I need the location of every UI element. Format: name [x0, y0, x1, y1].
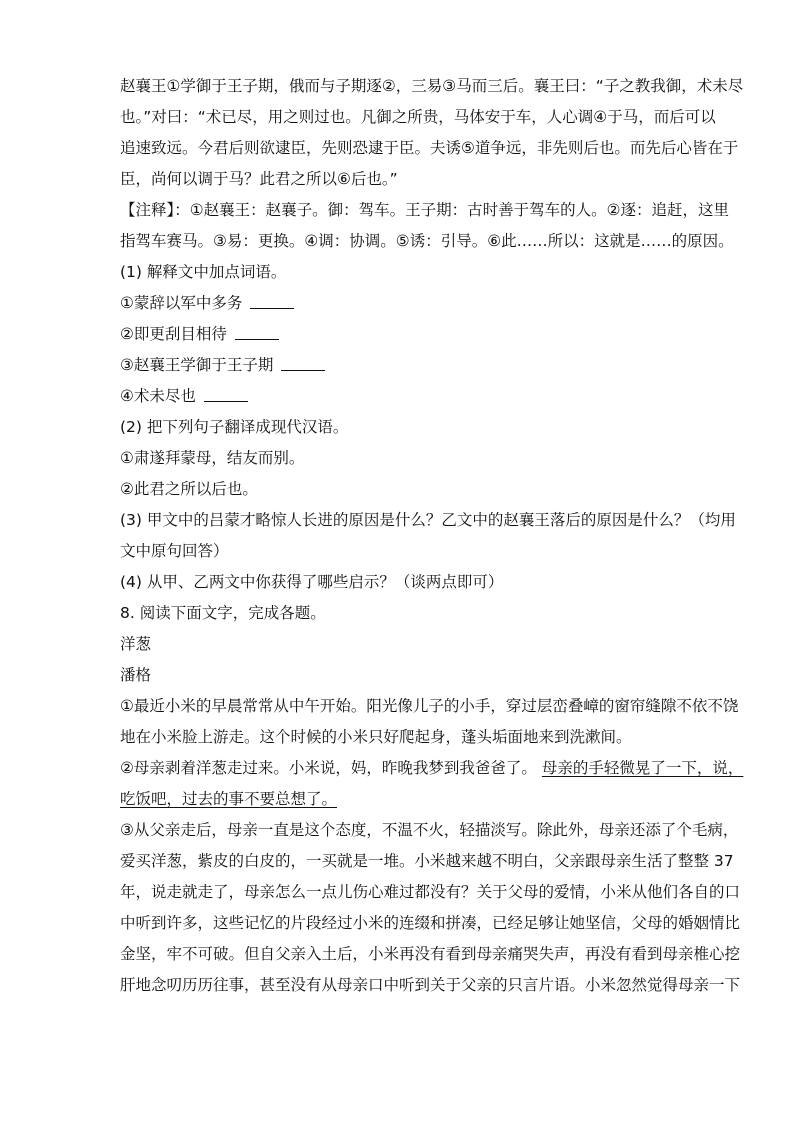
paragraph-line: [120, 784, 698, 815]
paragraph-line: 爱买洋葱，紫皮的白皮的，一买就是一堆。小米越来越不明白，父亲跟母亲生活了整整 37: [120, 852, 734, 870]
question-item: ④术未尽也: [120, 381, 698, 412]
text-line: 赵襄王①学御于王子期，俄而与子期逐②，三易③马而三后。襄王曰：“子之教我御，术未尽: [120, 77, 744, 95]
paragraph-line: 金坚，牢不可破。但自父亲入土后，小米再没有看到母亲痛哭失声，再没有看到母亲椎心挖: [120, 945, 741, 963]
document-body: [120, 71, 744, 1001]
paragraph-line: ②母亲剥着洋葱走过来。小米说，妈，昨晚我梦到我爸爸了。 母亲的手轻微晃了一下，说，: [120, 759, 744, 777]
text-line: 臣，尚何以调于马？此君之所以⑥后也。”: [120, 170, 398, 188]
question-item: ③赵襄王学御于王子期: [120, 350, 698, 381]
question-heading: 文中原句回答）: [120, 542, 229, 560]
article-author: 潘格: [120, 666, 152, 684]
annotation-line: 指驾车赛马。③易：更换。④调：协调。⑤诱：引导。⑥此……所以：这就是……的原因。: [120, 232, 734, 250]
question-item: ①肃遂拜蒙母，结友而别。: [120, 449, 305, 467]
question-item: ②此君之所以后也。: [120, 480, 258, 498]
article-title: 洋葱: [120, 635, 152, 653]
answer-blank[interactable]: [281, 369, 325, 371]
paragraph-line: ③从父亲走后，母亲一直是这个态度，不温不火，轻描淡写。除此外，母亲还添了个毛病，: [120, 821, 739, 839]
paragraph-line: 地在小米脸上游走。这个时候的小米只好爬起身，蓬头垢面地来到洗漱间。: [120, 728, 632, 746]
underlined-sentence: 母亲的手轻微晃了一下，说，: [541, 759, 744, 777]
question-heading: (2) 把下列句子翻译成现代汉语。: [120, 418, 349, 436]
question-item: ②即更刮目相待: [120, 319, 698, 350]
answer-blank[interactable]: [235, 338, 279, 340]
underlined-sentence: 吃饭吧，过去的事不要总想了。: [120, 790, 338, 808]
text-line: 也。”对曰：“术已尽，用之则过也。凡御之所贵，马体安于车，人心调④于马，而后可以: [120, 108, 716, 126]
question-item: ①蒙辞以军中多务: [120, 288, 698, 319]
paragraph-line: 中听到许多，这些记忆的片段经过小米的连缀和拼凑，已经足够让她坚信，父母的婚姻情比: [120, 914, 741, 932]
question-heading: (4) 从甲、乙两文中你获得了哪些启示？（谈两点即可）: [120, 573, 504, 591]
annotation-line: 【注释】：①赵襄王：赵襄子。御：驾车。王子期：古时善于驾车的人。②逐：追赶，这里: [120, 201, 730, 219]
answer-blank[interactable]: [250, 307, 294, 309]
answer-blank[interactable]: [204, 400, 248, 402]
section-heading: 8. 阅读下面文字，完成各题。: [120, 604, 326, 622]
paragraph-line: 肝地念叨历历往事，甚至没有从母亲口中听到关于父亲的只言片语。小米忽然觉得母亲一下: [120, 976, 741, 994]
text-line: 追速致远。今君后则欲逮臣，先则恐逮于臣。夫诱⑤道争远，非先则后也。而先后心皆在于: [120, 139, 739, 157]
question-heading: (3) 甲文中的吕蒙才略惊人长进的原因是什么？乙文中的赵襄王落后的原因是什么？（均用: [120, 511, 736, 529]
paragraph-line: ①最近小米的早晨常常从中午开始。阳光像儿子的小手，穿过层峦叠嶂的窗帘缝隙不依不饶: [120, 697, 739, 715]
question-heading: (1) 解释文中加点词语。: [120, 263, 287, 281]
paragraph-line: 年，说走就走了，母亲怎么一点儿伤心难过都没有？关于父母的爱情，小米从他们各自的口: [120, 883, 741, 901]
